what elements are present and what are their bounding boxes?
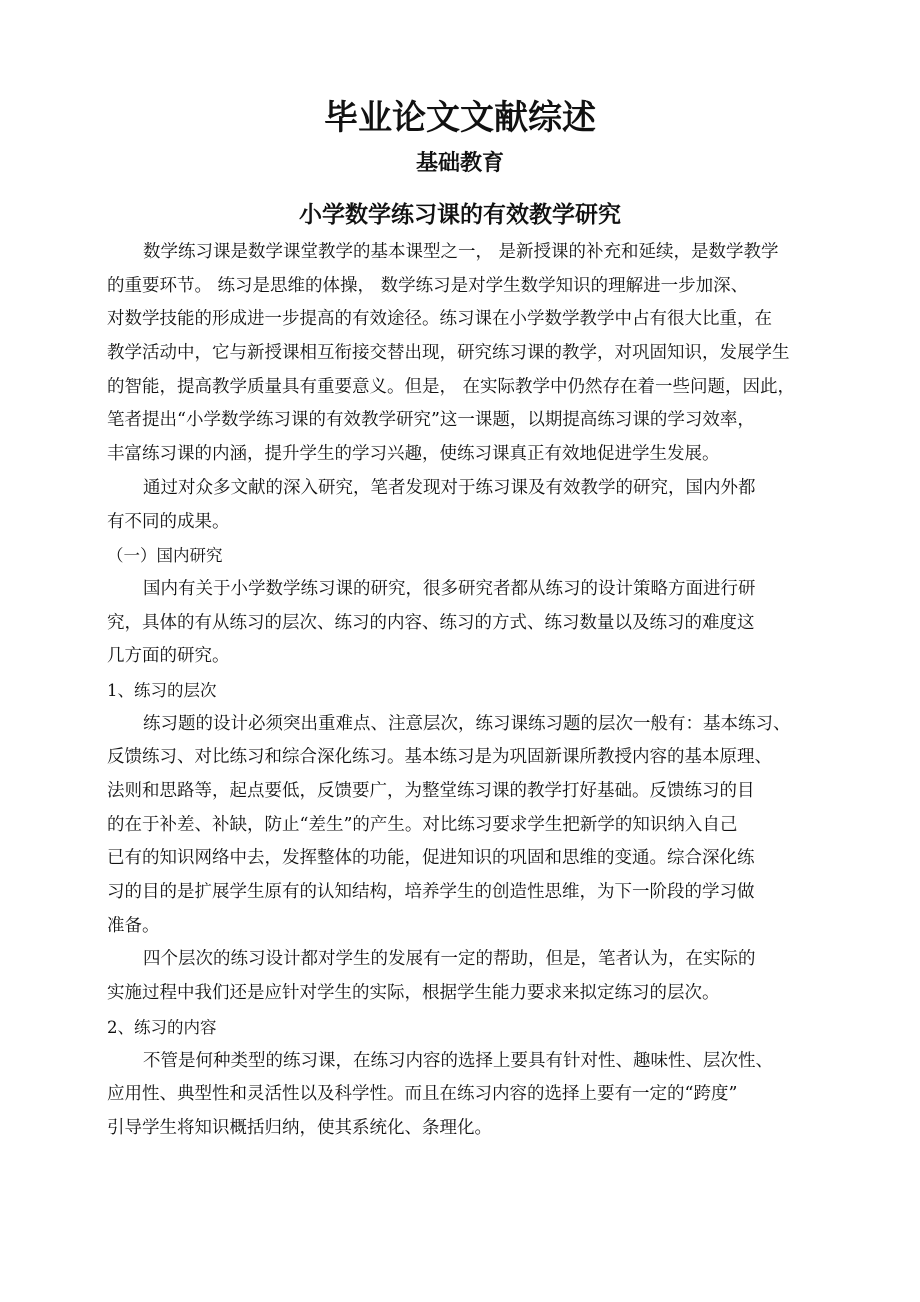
paragraph-line: 有不同的成果。 [107, 511, 230, 532]
section-heading: 2、练习的内容 [107, 1017, 217, 1037]
paragraph-line: 应用性、典型性和灵活性以及科学性。而且在练习内容的选择上要有一定的“跨度” [107, 1084, 738, 1105]
paragraph-line: 实施过程中我们还是应针对学生的实际，根据学生能力要求来拟定练习的层次。 [107, 983, 720, 1004]
paragraph-line: 几方面的研究。 [107, 646, 230, 667]
paragraph-line: 对数学技能的形成进一步提高的有效途径。练习课在小学数学教学中占有很大比重，在 [107, 309, 772, 330]
paragraph-line: 反馈练习、对比练习和综合深化练习。基本练习是为巩固新课所教授内容的基本原理、 [107, 747, 772, 768]
paragraph-line: 究，具体的有从练习的层次、练习的内容、练习的方式、练习数量以及练习的难度这 [107, 612, 755, 633]
paragraph-line: 国内有关于小学数学练习课的研究，很多研究者都从练习的设计策略方面进行研 [143, 578, 756, 599]
paragraph-line: 已有的知识网络中去，发挥整体的功能，促进知识的巩固和思维的变通。综合深化练 [107, 848, 755, 869]
document-title: 毕业论文文献综述 [324, 98, 596, 138]
paragraph-line: 引导学生将知识概括归纳，使其系统化、条理化。 [107, 1117, 492, 1138]
paragraph-line: 丰富练习课的内涵，提升学生的学习兴趣，使练习课真正有效地促进学生发展。 [107, 444, 720, 465]
paragraph-line: 准备。 [107, 915, 160, 936]
paragraph-line: 教学活动中，它与新授课相互衔接交替出现，研究练习课的教学，对巩固知识，发展学生 [107, 343, 790, 364]
paragraph-line: 通过对众多文献的深入研究，笔者发现对于练习课及有效教学的研究，国内外都 [143, 477, 756, 498]
section-heading: （一）国内研究 [107, 546, 223, 566]
paragraph-line: 的重要环节。 练习是思维的体操， 数学练习是对学生数学知识的理解进一步加深、 [107, 275, 749, 296]
paragraph-line: 的在于补差、补缺，防止“差生”的产生。对比练习要求学生把新学的知识纳入自己 [107, 814, 738, 835]
section-heading: 1、练习的层次 [107, 680, 217, 700]
document-body [107, 236, 825, 1146]
document-subtitle: 小学数学练习课的有效教学研究 [299, 202, 621, 228]
paragraph-line: 的智能，提高教学质量具有重要意义。但是， 在实际教学中仍然存在着一些问题，因此， [107, 376, 796, 397]
paragraph-line: 法则和思路等，起点要低，反馈要广，为整堂练习课的教学打好基础。反馈练习的目 [107, 781, 755, 801]
paragraph-line: 数学练习课是数学课堂教学的基本课型之一， 是新授课的补充和延续，是数学教学 [143, 242, 779, 262]
paragraph-line: 练习题的设计必须突出重难点、注意层次，练习课练习题的层次一般有：基本练习、 [143, 713, 791, 734]
paragraph-line: 习的目的是扩展学生原有的认知结构，培养学生的创造性思维，为下一阶段的学习做 [107, 882, 755, 903]
paragraph-line: 笔者提出“小学数学练习课的有效教学研究”这一课题，以期提高练习课的学习效率， [107, 410, 755, 431]
paragraph-line: 不管是何种类型的练习课，在练习内容的选择上要具有针对性、趣味性、层次性、 [143, 1050, 773, 1071]
document-category: 基础教育 [415, 151, 504, 176]
paragraph-line: 四个层次的练习设计都对学生的发展有一定的帮助，但是，笔者认为，在实际的 [143, 949, 756, 970]
